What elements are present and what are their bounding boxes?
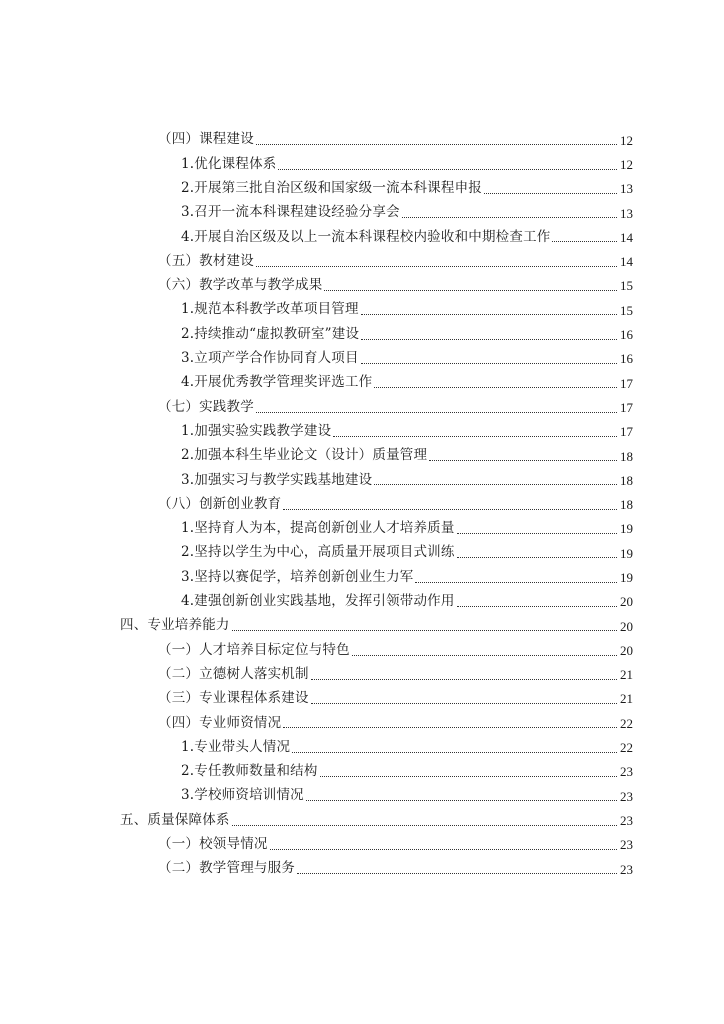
dot-leader (292, 751, 617, 753)
dot-leader (256, 411, 617, 413)
toc-entry-title: 2.持续推动“虚拟教研室”建设 (181, 325, 360, 342)
toc-entry-page-number: 20 (620, 642, 633, 658)
toc-entry-page-number: 23 (620, 861, 633, 877)
toc-entry-title: 4.建强创新创业实践基地，发挥引领带动作用 (181, 593, 455, 610)
toc-entry-page-number: 22 (620, 715, 633, 731)
dot-leader (352, 654, 617, 656)
toc-entry-page-number: 21 (620, 691, 633, 707)
toc-entry[interactable] (0, 274, 724, 298)
toc-entry-title: 四、专业培养能力 (120, 617, 230, 634)
toc-entry-page-number: 16 (620, 327, 633, 343)
dot-leader (457, 532, 617, 534)
toc-entry[interactable] (0, 444, 724, 468)
dot-leader (306, 799, 617, 801)
toc-entry-page-number: 16 (620, 351, 633, 367)
toc-entry-title: （一）人才培养目标定位与特色 (158, 641, 350, 658)
dot-leader (361, 313, 617, 315)
dot-leader (283, 508, 617, 510)
toc-entry-title: 2.专任教师数量和结构 (181, 763, 318, 780)
toc-entry[interactable] (0, 347, 724, 371)
dot-leader (361, 338, 617, 340)
toc-entry[interactable] (0, 735, 724, 759)
dot-leader (311, 678, 617, 680)
toc-entry-title: （四）课程建设 (158, 131, 254, 148)
toc-entry-page-number: 17 (620, 375, 633, 391)
toc-entry[interactable] (0, 128, 724, 152)
toc-entry[interactable] (0, 201, 724, 225)
toc-entry-title: 1.专业带头人情况 (181, 738, 291, 755)
toc-entry-page-number: 18 (620, 448, 633, 464)
toc-entry[interactable] (0, 322, 724, 346)
toc-entry-title: 3.坚持以赛促学，培养创新创业生力军 (181, 568, 414, 585)
toc-entry[interactable] (0, 711, 724, 735)
dot-leader (333, 435, 617, 437)
dot-leader (457, 556, 617, 558)
toc-entry-page-number: 23 (620, 764, 633, 780)
toc-entry-page-number: 13 (620, 181, 633, 197)
dot-leader (311, 702, 617, 704)
toc-entry-page-number: 18 (620, 497, 633, 513)
dot-leader (415, 581, 617, 583)
dot-leader (283, 726, 617, 728)
toc-entry-page-number: 19 (620, 521, 633, 537)
toc-entry-page-number: 17 (620, 424, 633, 440)
toc-entry[interactable] (0, 249, 724, 273)
toc-entry-title: （八）创新创业教育 (158, 495, 282, 512)
toc-entry-page-number: 15 (620, 302, 633, 318)
toc-entry-page-number: 23 (620, 812, 633, 828)
toc-entry-title: 1.加强实验实践教学建设 (181, 422, 332, 439)
toc-entry-title: 2.坚持以学生为中心，高质量开展项目式训练 (181, 544, 455, 561)
dot-leader (256, 265, 617, 267)
toc-entry[interactable] (0, 395, 724, 419)
dot-leader (429, 459, 617, 461)
toc-entry-page-number: 13 (620, 205, 633, 221)
toc-entry-title: 1.优化课程体系 (181, 155, 277, 172)
toc-entry-title: （七）实践教学 (158, 398, 254, 415)
toc-entry-title: 1.坚持育人为本，提高创新创业人才培养质量 (181, 520, 455, 537)
toc-entry[interactable] (0, 808, 724, 832)
toc-entry-page-number: 14 (620, 229, 633, 245)
dot-leader (361, 362, 617, 364)
dot-leader (232, 824, 617, 826)
toc-entry-title: 2.开展第三批自治区级和国家级一流本科课程申报 (181, 179, 482, 196)
toc-entry[interactable] (0, 225, 724, 249)
toc-entry-title: 4.开展优秀教学管理奖评选工作 (181, 374, 373, 391)
toc-entry[interactable] (0, 590, 724, 614)
toc-entry[interactable] (0, 784, 724, 808)
toc-entry-page-number: 15 (620, 278, 633, 294)
toc-entry-title: 五、质量保障体系 (120, 811, 230, 828)
toc-entry[interactable] (0, 420, 724, 444)
toc-entry-title: （五）教材建设 (158, 252, 254, 269)
toc-entry-title: （一）校领导情况 (158, 836, 268, 852)
toc-entry[interactable] (0, 298, 724, 322)
toc-entry[interactable] (0, 857, 724, 881)
dot-leader (374, 483, 617, 485)
toc-entry-title: （四）专业师资情况 (158, 714, 282, 731)
toc-entry-page-number: 22 (620, 740, 633, 756)
dot-leader (278, 168, 617, 170)
toc-entry-page-number: 18 (620, 472, 633, 488)
toc-entry-page-number: 20 (620, 618, 633, 634)
toc-entry-page-number: 14 (620, 254, 633, 270)
toc-entry-title: 2.加强本科生毕业论文（设计）质量管理 (181, 447, 428, 464)
toc-entry-page-number: 17 (620, 399, 633, 415)
toc-entry-page-number: 23 (620, 788, 633, 804)
toc-entry-title: 4.开展自治区级及以上一流本科课程校内验收和中期检查工作 (181, 228, 551, 245)
dot-leader (256, 143, 617, 145)
toc-entry-title: （六）教学改革与教学成果 (158, 277, 323, 294)
dot-leader (320, 775, 617, 777)
toc-entry[interactable] (0, 177, 724, 201)
dot-leader (484, 192, 617, 194)
toc-entry-title: 3.召开一流本科课程建设经验分享会 (181, 204, 400, 221)
dot-leader (232, 629, 617, 631)
dot-leader (374, 386, 617, 388)
toc-entry-title: （二）立德树人落实机制 (158, 665, 309, 682)
toc-entry[interactable] (0, 371, 724, 395)
toc-entry[interactable] (0, 833, 724, 857)
dot-leader (324, 289, 617, 291)
dot-leader (402, 216, 617, 218)
toc-entry-page-number: 19 (620, 569, 633, 585)
toc-entry-page-number: 20 (620, 594, 633, 610)
toc-entry[interactable] (0, 541, 724, 565)
dot-leader (297, 872, 617, 874)
toc-entry[interactable] (0, 687, 724, 711)
toc-entry[interactable] (0, 565, 724, 589)
toc-entry-title: 3.加强实习与教学实践基地建设 (181, 471, 373, 488)
dot-leader (457, 605, 617, 607)
toc-entry[interactable] (0, 492, 724, 516)
dot-leader (552, 240, 617, 242)
toc-entry-title: （二）教学管理与服务 (158, 860, 295, 877)
toc-entry[interactable] (0, 638, 724, 662)
toc-entry[interactable] (0, 614, 724, 638)
toc-entry[interactable] (0, 517, 724, 541)
toc-entry[interactable] (0, 760, 724, 784)
toc-entry-title: 3.立项产学合作协同育人项目 (181, 350, 359, 367)
dot-leader (270, 848, 617, 850)
toc-entry-page-number: 23 (620, 837, 633, 853)
toc-entry-page-number: 12 (620, 156, 633, 172)
toc-entry[interactable] (0, 152, 724, 176)
toc-entry-title: 1.规范本科教学改革项目管理 (181, 301, 359, 318)
toc-entry[interactable] (0, 468, 724, 492)
toc-entry-page-number: 21 (620, 667, 633, 683)
toc-entry-title: （三）专业课程体系建设 (158, 690, 309, 707)
toc-entry-page-number: 19 (620, 545, 633, 561)
toc-entry-page-number: 12 (620, 132, 633, 148)
table-of-contents (0, 128, 724, 881)
toc-entry[interactable] (0, 663, 724, 687)
toc-entry-title: 3.学校师资培训情况 (181, 787, 304, 804)
